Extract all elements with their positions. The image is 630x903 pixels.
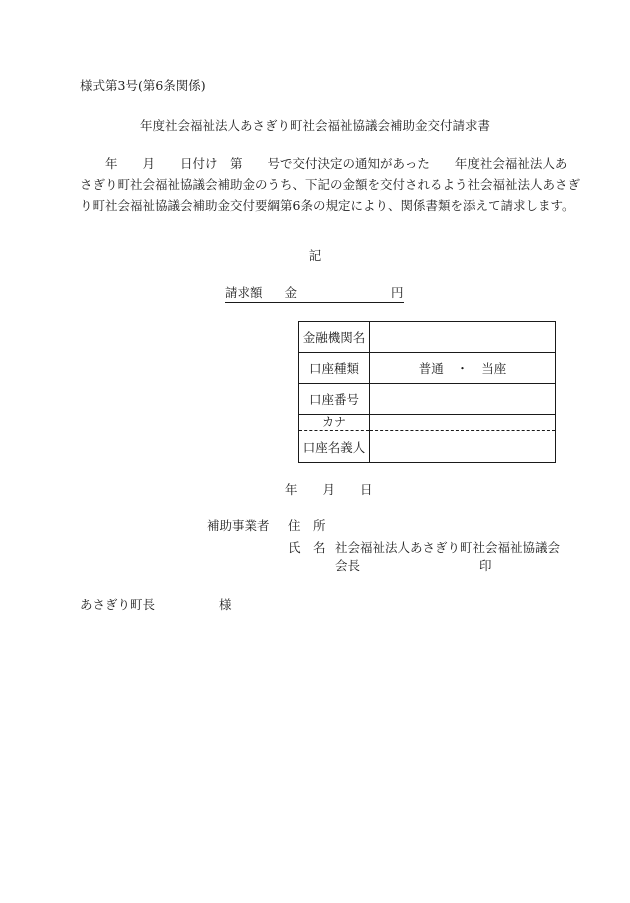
account-type-label: 口座種類: [299, 353, 370, 384]
institution-label: 金融機関名: [299, 322, 370, 353]
body-line: り町社会福祉協議会補助金交付要綱第6条の規定により、関係書類を添えて請求します。: [80, 198, 575, 213]
request-body: [80, 153, 581, 216]
kana-label: カナ: [299, 415, 370, 431]
organization-name: 社会福祉法人あさぎり町社会福祉協議会: [335, 540, 561, 555]
account-number-value: [370, 384, 556, 415]
date-line: 年 月 日: [285, 482, 373, 497]
form-number: 様式第3号(第6条関係): [80, 78, 206, 93]
claim-label: 請求額: [225, 285, 263, 300]
account-number-label: 口座番号: [299, 384, 370, 415]
seal-mark: 印: [479, 558, 492, 573]
name-label: 氏 名: [288, 540, 326, 555]
position-title: 会長: [335, 558, 361, 573]
addressee-name: あさぎり町長: [80, 597, 156, 612]
ki-heading: 記: [308, 248, 322, 263]
claim-kin: 金: [284, 285, 298, 300]
institution-value: [370, 322, 556, 353]
table-row: [299, 353, 556, 384]
claim-amount-underline: [225, 287, 404, 303]
document-title: 年度社会福祉法人あさぎり町社会福祉協議会補助金交付請求書: [139, 118, 490, 133]
kana-value: [370, 415, 556, 431]
addressee-honorific: 様: [219, 597, 232, 612]
holder-value: [370, 431, 556, 463]
table-row: [299, 431, 556, 463]
bank-account-table: [298, 321, 556, 463]
table-row: [299, 384, 556, 415]
address-label: 住 所: [288, 518, 326, 533]
claim-amount-line: [225, 287, 404, 303]
applicant-title: 補助事業者: [207, 518, 270, 533]
table-row: [299, 415, 556, 431]
body-line: さぎり町社会福祉協議会補助金のうち、下記の金額を交付されるよう社会福祉法人あさぎ: [80, 177, 581, 192]
body-line: 年 月 日付け 第 号で交付決定の通知があった 年度社会福祉法人あ: [80, 156, 568, 171]
holder-label: 口座名義人: [299, 431, 370, 463]
table-row: [299, 322, 556, 353]
account-type-value: 普通 ・ 当座: [370, 353, 556, 384]
claim-yen: 円: [391, 285, 404, 300]
